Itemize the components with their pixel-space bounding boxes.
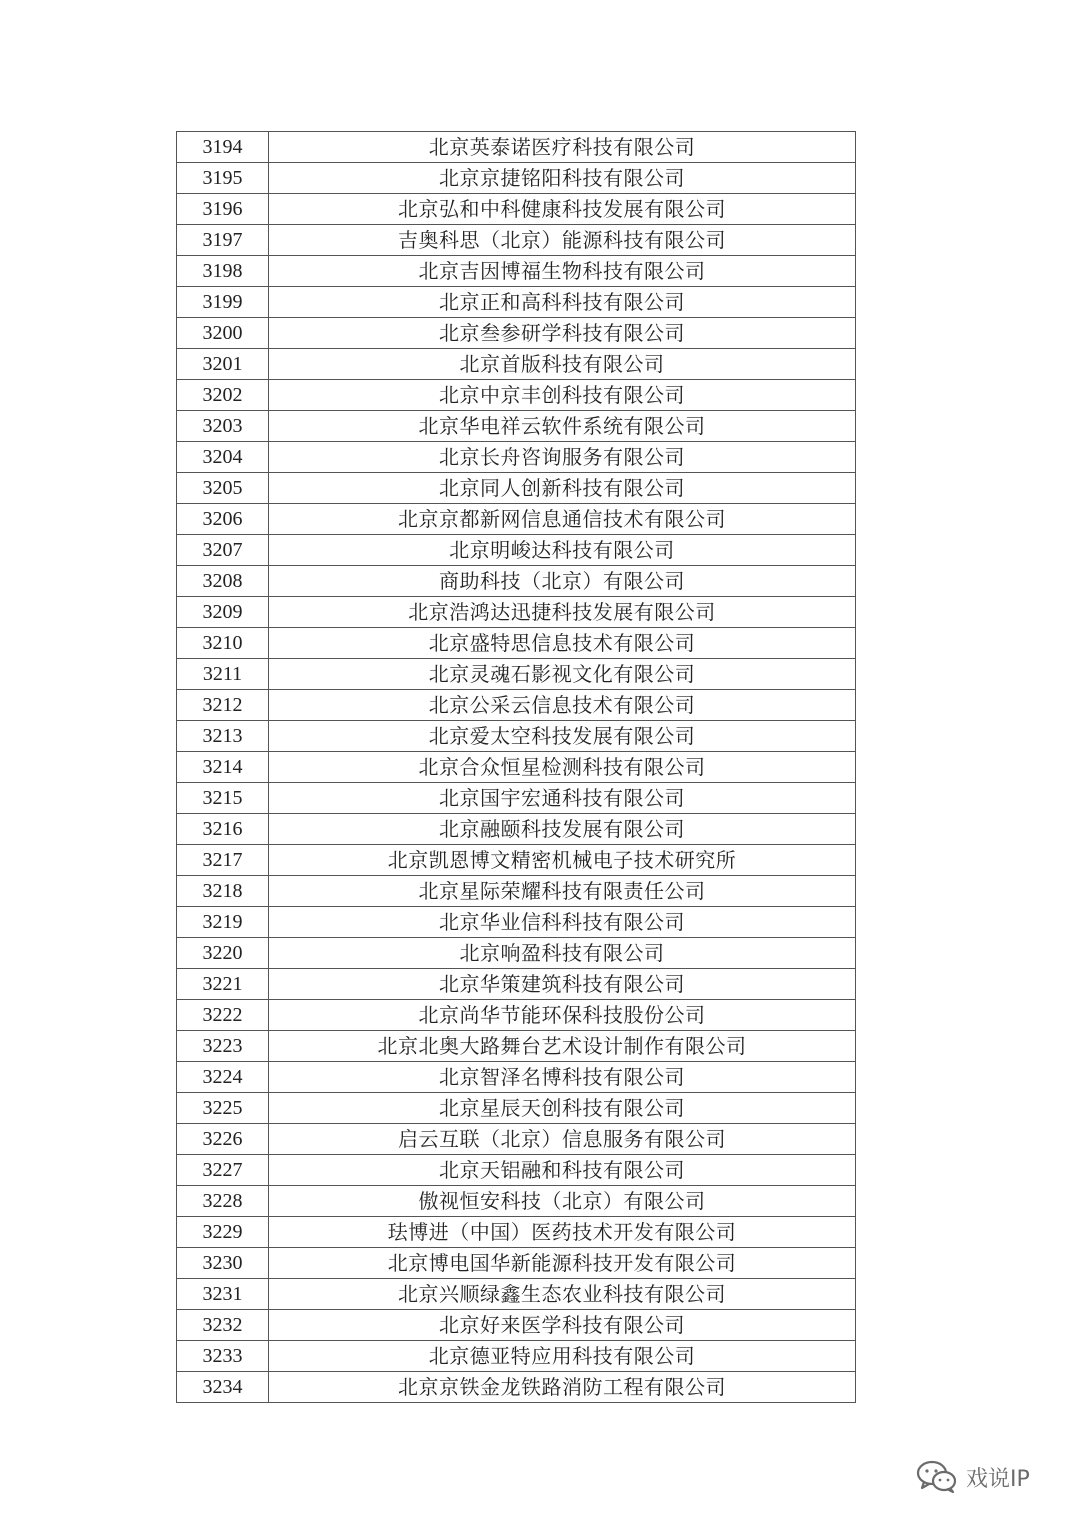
- company-name: 北京天铝融和科技有限公司: [269, 1155, 856, 1186]
- row-number: 3216: [177, 814, 269, 845]
- wechat-icon: [916, 1460, 958, 1494]
- table-row: [177, 783, 856, 814]
- table-row: [177, 1279, 856, 1310]
- table-row: [177, 1093, 856, 1124]
- company-name: 北京爱太空科技发展有限公司: [269, 721, 856, 752]
- table-row: [177, 473, 856, 504]
- table-row: [177, 845, 856, 876]
- row-number: 3230: [177, 1248, 269, 1279]
- company-name: 北京尚华节能环保科技股份公司: [269, 1000, 856, 1031]
- table-row: [177, 690, 856, 721]
- row-number: 3219: [177, 907, 269, 938]
- row-number: 3233: [177, 1341, 269, 1372]
- table-row: [177, 907, 856, 938]
- table-row: [177, 1062, 856, 1093]
- company-name: 北京星辰天创科技有限公司: [269, 1093, 856, 1124]
- row-number: 3232: [177, 1310, 269, 1341]
- table-row: [177, 1155, 856, 1186]
- row-number: 3197: [177, 225, 269, 256]
- table-row: [177, 349, 856, 380]
- row-number: 3205: [177, 473, 269, 504]
- table-row: [177, 1372, 856, 1403]
- company-name: 北京德亚特应用科技有限公司: [269, 1341, 856, 1372]
- row-number: 3211: [177, 659, 269, 690]
- row-number: 3234: [177, 1372, 269, 1403]
- row-number: 3204: [177, 442, 269, 473]
- row-number: 3207: [177, 535, 269, 566]
- table-row: [177, 504, 856, 535]
- table-row: [177, 225, 856, 256]
- company-name: 北京合众恒星检测科技有限公司: [269, 752, 856, 783]
- row-number: 3195: [177, 163, 269, 194]
- row-number: 3199: [177, 287, 269, 318]
- row-number: 3202: [177, 380, 269, 411]
- company-name: 北京博电国华新能源科技开发有限公司: [269, 1248, 856, 1279]
- row-number: 3214: [177, 752, 269, 783]
- company-name: 北京京铁金龙铁路消防工程有限公司: [269, 1372, 856, 1403]
- row-number: 3222: [177, 1000, 269, 1031]
- company-name: 北京英泰诺医疗科技有限公司: [269, 132, 856, 163]
- company-name: 北京首版科技有限公司: [269, 349, 856, 380]
- company-name: 北京北奥大路舞台艺术设计制作有限公司: [269, 1031, 856, 1062]
- row-number: 3196: [177, 194, 269, 225]
- company-name: 北京星际荣耀科技有限责任公司: [269, 876, 856, 907]
- table-row: [177, 1341, 856, 1372]
- row-number: 3225: [177, 1093, 269, 1124]
- row-number: 3221: [177, 969, 269, 1000]
- company-name: 北京中京丰创科技有限公司: [269, 380, 856, 411]
- company-name: 北京国宇宏通科技有限公司: [269, 783, 856, 814]
- company-name: 北京明峻达科技有限公司: [269, 535, 856, 566]
- table-row: [177, 814, 856, 845]
- company-name: 北京弘和中科健康科技发展有限公司: [269, 194, 856, 225]
- row-number: 3209: [177, 597, 269, 628]
- company-name: 北京融颐科技发展有限公司: [269, 814, 856, 845]
- company-name: 北京长舟咨询服务有限公司: [269, 442, 856, 473]
- table-row: [177, 969, 856, 1000]
- table-row: [177, 1124, 856, 1155]
- table-row: [177, 1000, 856, 1031]
- company-name: 北京华业信科科技有限公司: [269, 907, 856, 938]
- row-number: 3201: [177, 349, 269, 380]
- table-row: [177, 1310, 856, 1341]
- company-name: 北京浩鸿达迅捷科技发展有限公司: [269, 597, 856, 628]
- table-row: [177, 380, 856, 411]
- row-number: 3218: [177, 876, 269, 907]
- table-row: [177, 1031, 856, 1062]
- company-name: 启云互联（北京）信息服务有限公司: [269, 1124, 856, 1155]
- row-number: 3194: [177, 132, 269, 163]
- row-number: 3224: [177, 1062, 269, 1093]
- row-number: 3206: [177, 504, 269, 535]
- row-number: 3217: [177, 845, 269, 876]
- table-row: [177, 163, 856, 194]
- company-name: 珐博进（中国）医药技术开发有限公司: [269, 1217, 856, 1248]
- row-number: 3227: [177, 1155, 269, 1186]
- row-number: 3226: [177, 1124, 269, 1155]
- company-name: 北京京都新网信息通信技术有限公司: [269, 504, 856, 535]
- table-row: [177, 597, 856, 628]
- watermark: [916, 1457, 1030, 1497]
- company-name: 北京响盈科技有限公司: [269, 938, 856, 969]
- company-name: 北京正和高科科技有限公司: [269, 287, 856, 318]
- row-number: 3228: [177, 1186, 269, 1217]
- company-name: 北京灵魂石影视文化有限公司: [269, 659, 856, 690]
- table-row: [177, 256, 856, 287]
- company-name: 北京智泽名博科技有限公司: [269, 1062, 856, 1093]
- watermark-text: 戏说IP: [966, 1466, 1030, 1492]
- row-number: 3223: [177, 1031, 269, 1062]
- table-row: [177, 659, 856, 690]
- company-name: 北京好来医学科技有限公司: [269, 1310, 856, 1341]
- row-number: 3220: [177, 938, 269, 969]
- table-row: [177, 535, 856, 566]
- table-row: [177, 132, 856, 163]
- company-name: 商助科技（北京）有限公司: [269, 566, 856, 597]
- table-row: [177, 938, 856, 969]
- company-name: 北京华策建筑科技有限公司: [269, 969, 856, 1000]
- company-name: 北京凯恩博文精密机械电子技术研究所: [269, 845, 856, 876]
- row-number: 3200: [177, 318, 269, 349]
- company-table-body: [177, 132, 856, 1403]
- company-name: 傲视恒安科技（北京）有限公司: [269, 1186, 856, 1217]
- company-name: 吉奥科思（北京）能源科技有限公司: [269, 225, 856, 256]
- company-name: 北京京捷铭阳科技有限公司: [269, 163, 856, 194]
- table-row: [177, 721, 856, 752]
- row-number: 3203: [177, 411, 269, 442]
- table-row: [177, 194, 856, 225]
- company-name: 北京同人创新科技有限公司: [269, 473, 856, 504]
- company-name: 北京叁参研学科技有限公司: [269, 318, 856, 349]
- table-row: [177, 411, 856, 442]
- company-name: 北京兴顺绿鑫生态农业科技有限公司: [269, 1279, 856, 1310]
- row-number: 3208: [177, 566, 269, 597]
- table-row: [177, 287, 856, 318]
- table-row: [177, 628, 856, 659]
- row-number: 3231: [177, 1279, 269, 1310]
- table-row: [177, 1186, 856, 1217]
- row-number: 3198: [177, 256, 269, 287]
- row-number: 3229: [177, 1217, 269, 1248]
- row-number: 3212: [177, 690, 269, 721]
- table-row: [177, 442, 856, 473]
- row-number: 3210: [177, 628, 269, 659]
- company-name: 北京华电祥云软件系统有限公司: [269, 411, 856, 442]
- company-name: 北京公采云信息技术有限公司: [269, 690, 856, 721]
- table-row: [177, 318, 856, 349]
- table-row: [177, 1248, 856, 1279]
- table-row: [177, 752, 856, 783]
- company-table: [176, 131, 856, 1403]
- table-row: [177, 1217, 856, 1248]
- table-row: [177, 876, 856, 907]
- row-number: 3215: [177, 783, 269, 814]
- company-name: 北京盛特思信息技术有限公司: [269, 628, 856, 659]
- row-number: 3213: [177, 721, 269, 752]
- table-row: [177, 566, 856, 597]
- company-name: 北京吉因博福生物科技有限公司: [269, 256, 856, 287]
